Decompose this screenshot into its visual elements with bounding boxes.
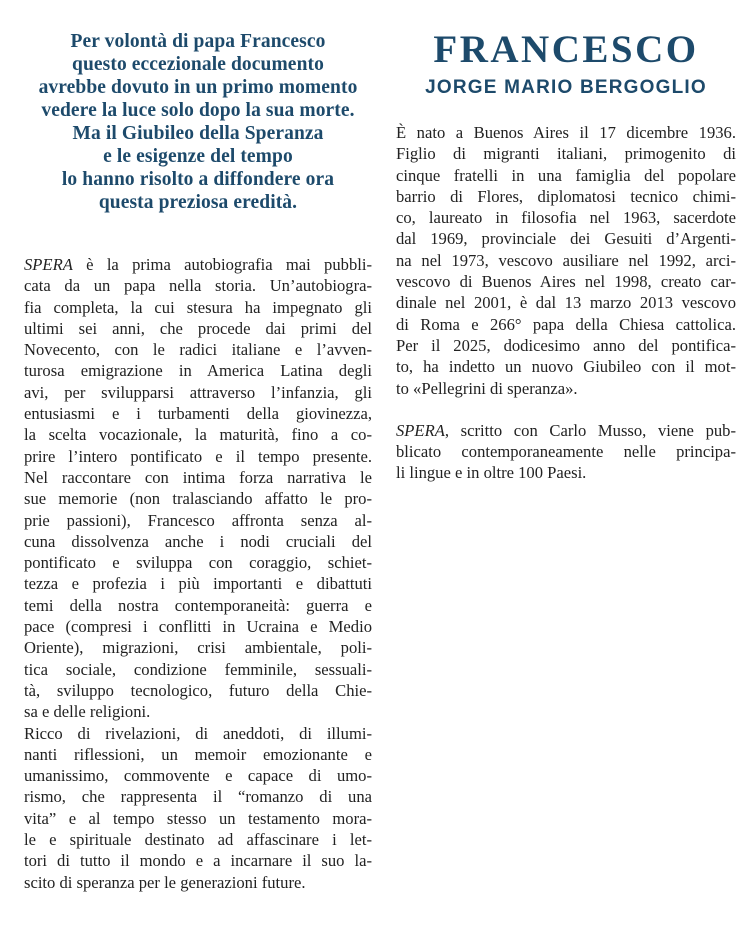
text-fragment: , scritto con Carlo Musso, viene pub-	[444, 420, 736, 440]
author-full-name: JORGE MARIO BERGOGLIO	[425, 77, 707, 98]
text-line: turosa emigrazione in America Latina degli	[24, 361, 372, 381]
text-line: cata da un papa nella storia. Un’autobiogra-	[24, 276, 372, 296]
text-line: cinque fratelli in una famiglia del popolare	[396, 165, 736, 185]
text-line: nanti riflessioni, un memoir emozionante e	[24, 744, 372, 764]
text-line: pontificato e sviluppa con coraggio, schiet-	[24, 553, 372, 573]
text-line: umanissimo, commovente e capace di umo-	[24, 766, 372, 786]
text-line: rismo, che rappresenta il “romanzo di una	[24, 787, 372, 807]
text-line	[24, 254, 372, 275]
text-line: entusiasmi e i turbamenti della giovinezza,	[24, 404, 372, 424]
text-line: È nato a Buenos Aires il 17 dicembre 1936.	[396, 123, 736, 142]
publication-note	[396, 420, 736, 484]
text-line: Oriente), migrazioni, crisi ambientale, poli-	[24, 638, 372, 658]
text-line: vescovo di Buenos Aires nel 1998, creato car-	[396, 272, 736, 292]
text-line: Nel raccontare con intima forza narrativa le	[24, 467, 372, 487]
author-biography	[396, 122, 736, 399]
highlight-quote	[24, 30, 372, 214]
text-line: pace (compresi i conflitti in Ucraina e Medio	[24, 617, 372, 637]
quote-line: Ma il Giubileo della Speranza	[72, 123, 324, 144]
text-line: la scelta vocazionale, la maturità, fino a co-	[24, 425, 372, 445]
quote-line: questa preziosa eredità.	[98, 192, 298, 213]
text-line: to «Pellegrini di speranza».	[396, 378, 578, 398]
quote-line: questo eccezionale documento	[72, 54, 324, 75]
quote-line: Per volontà di papa Francesco	[70, 31, 326, 52]
text-line: sue memorie (non tralasciando affatto le pro-	[24, 489, 372, 509]
text-line: fia completa, la cui stesura ha impegnato gli	[24, 297, 372, 317]
text-line: cuna dissolvenza anche i nodi cruciali del	[24, 531, 372, 551]
text-line: tezza e profezia i più importanti e dibattuti	[24, 574, 372, 594]
book-title: SPERA	[24, 255, 73, 274]
text-line: Ricco di rivelazioni, di aneddoti, di illumi-	[24, 723, 372, 743]
text-line: scito di speranza per le generazioni future.	[24, 872, 306, 892]
text-line: le e spirituale destinato ad affascinare i let-	[24, 830, 372, 850]
text-line: sa e delle religioni.	[24, 702, 151, 722]
quote-line: e le esigenze del tempo	[103, 146, 293, 167]
text-line: Novecento, con le radici italiane e l’avven-	[24, 340, 372, 360]
text-fragment: è la prima autobiografia mai pubbli-	[72, 255, 372, 274]
author-name: FRANCESCO	[433, 28, 699, 71]
text-line: avi, per svilupparsi attraverso l’infanzia, gli	[24, 382, 372, 402]
text-line: Per il 2025, dodicesimo anno del pontifica-	[396, 335, 736, 355]
text-line: vita” e al tempo stesso un testamento mora-	[24, 808, 372, 828]
book-title: SPERA	[396, 420, 445, 440]
text-line	[396, 420, 736, 441]
text-line: di Roma e 266° papa della Chiesa cattolica.	[396, 314, 736, 334]
text-line: tà, sviluppo tecnologico, futuro della Chie-	[24, 680, 372, 700]
text-line: dinale nel 2001, è dal 13 marzo 2013 vescovo	[396, 293, 736, 313]
text-line: prire l’intero pontificato e il tempo presente.	[24, 446, 372, 466]
text-line: to, ha indetto un nuovo Giubileo con il mot-	[396, 357, 736, 377]
text-line: co, laureato in filosofia nel 1963, sacerdote	[396, 208, 736, 228]
book-description	[24, 254, 372, 893]
text-line: dal 1969, provinciale dei Gesuiti d’Argenti-	[396, 229, 736, 249]
left-column	[24, 30, 372, 893]
text-line: prie passioni), Francesco affronta senza al-	[24, 510, 372, 530]
text-line: Figlio di migranti italiani, primogenito di	[396, 144, 736, 164]
text-line: temi della nostra contemporaneità: guerra e	[24, 595, 372, 615]
text-line: tica sociale, condizione femminile, sessuali-	[24, 659, 372, 679]
quote-line: lo hanno risolto a diffondere ora	[61, 169, 335, 190]
quote-line: vedere la luce solo dopo la sua morte.	[41, 100, 355, 121]
text-line: ultimi sei anni, che procede dai primi del	[24, 318, 372, 338]
quote-line: avrebbe dovuto in un primo momento	[38, 77, 358, 98]
right-column	[396, 30, 736, 484]
text-line: na nel 1973, vescovo ausiliare nel 1992, arci-	[396, 250, 736, 270]
text-line: blicato contemporaneamente nelle principa-	[396, 442, 736, 462]
text-line: tori di tutto il mondo e a incarnare il suo la-	[24, 851, 372, 871]
text-line: li lingue e in oltre 100 Paesi.	[396, 463, 587, 483]
text-line: barrio di Flores, diplomatosi tecnico chimi-	[396, 186, 736, 206]
